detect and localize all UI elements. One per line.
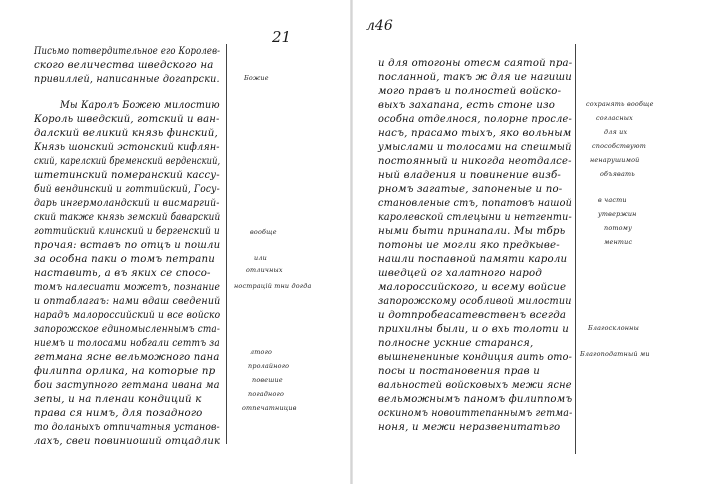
text-line: готтийский клинский и бергенский и <box>34 226 220 237</box>
text-line: запорожскому особливой милостии <box>378 296 572 307</box>
margin-note: объявать <box>600 170 635 178</box>
text-line: и для отогоны отесм саятой пра- <box>378 58 573 69</box>
text-line: и оптаблагаъ: нами вдаш сведений <box>34 296 221 307</box>
text-line: малороссийского, и всему войсие <box>378 282 567 293</box>
margin-note: отпечатницив <box>242 404 297 412</box>
heading-line: ского величества шведского на <box>34 60 214 71</box>
text-line: наставить, а въ яких се спосо- <box>34 268 211 279</box>
margin-note: повешие <box>252 376 283 384</box>
text-line: ными быти принапали. Мы тбрь <box>378 226 566 237</box>
margin-note: ментис <box>604 238 633 246</box>
margin-note: утвержин <box>598 210 637 218</box>
text-line: ский также князь земский баварский <box>34 212 221 223</box>
margin-note: ненарушимой <box>590 156 640 164</box>
text-line: посы и постановения прав и <box>378 366 541 377</box>
text-line: вельможнымъ паномъ филиппомъ <box>378 394 573 405</box>
text-line: Князь шонский эстонский кифлян- <box>34 142 220 153</box>
text-line: особна отделнося, полорне просле- <box>378 114 572 125</box>
text-line: насъ, прасамо тыхъ, яко вольным <box>378 128 572 139</box>
text-line: бий вендинский и готтийский, Госу- <box>34 184 220 195</box>
margin-note: Божие <box>244 74 269 82</box>
margin-note: потому <box>604 224 633 232</box>
text-line: и дотпробеасатевственъ всегда <box>378 310 567 321</box>
margin-note: в части <box>598 196 627 204</box>
margin-note: лтого <box>250 348 273 356</box>
margin-note: способствуют <box>592 142 647 150</box>
text-line: рномъ загатые, запоненые и по- <box>378 184 563 195</box>
text-line: то доланыхъ отпичатныя установ- <box>34 422 220 433</box>
margin-note: погадного <box>248 390 284 398</box>
text-line: посланной, такъ ж для ие нагиши <box>378 72 572 83</box>
text-line: шведцей ог халатного народ <box>378 268 543 279</box>
text-line: оскиномъ новоиттепаннымъ гетма- <box>378 408 573 419</box>
margin-note: Благоподатный ми <box>580 350 650 358</box>
heading-line: привиллей, написанные догапрски. <box>34 74 220 85</box>
text-line: выхъ захапана, есть стоне изо <box>378 100 556 111</box>
text-line: прихилны были, и о вхь толоти и <box>378 324 569 335</box>
text-line: потоны ие могли яко предкыве- <box>378 240 560 251</box>
text-line: становленые стъ, попатовъ нашой <box>378 198 573 209</box>
text-line: умыслами и толосами на спешмый <box>378 142 572 153</box>
text-line: гетмана ясне вельможного пана <box>34 352 220 363</box>
text-line: ный владения и повинение визб- <box>378 170 562 181</box>
text-line: нарадъ малороссийский и все войско <box>34 310 221 321</box>
margin-note: отличных <box>246 266 283 274</box>
margin-note: для их <box>604 128 628 136</box>
text-line: дарь ингермоландский и висмаргий- <box>34 198 220 209</box>
margin-rule <box>575 44 576 454</box>
text-line: Король шведский, готский и ван- <box>34 114 220 125</box>
text-line: штетинский померанский кассу- <box>34 170 220 181</box>
text-line: прочая: вставъ по отцъ и пошли <box>34 240 221 251</box>
margin-note: или <box>254 254 267 262</box>
text-line: запорожское единомысленнымъ ста- <box>34 324 221 335</box>
text-line: каролевской стлецыни и нетгенти- <box>378 212 572 223</box>
text-line: лахъ, свеи повиниоший отцадлик <box>34 436 221 447</box>
margin-note: сохранять вообще <box>586 100 654 108</box>
text-line: ноня, и межи неразвенитатьго <box>378 422 561 433</box>
text-line: нашли поспавной памяти кароли <box>378 254 568 265</box>
text-line: бои заступного гетмана ивана ма <box>34 380 220 391</box>
right-page <box>352 0 704 484</box>
text-line: вышненениные кондиция аить ото- <box>378 352 573 363</box>
text-line: полносне ускние старанся, <box>378 338 534 349</box>
text-line: постоянный и никогда неотдалсе- <box>378 156 572 167</box>
text-line: ский, карелский бременский верденский, <box>34 156 221 167</box>
margin-note: Благосклонны <box>588 324 639 332</box>
margin-rule <box>226 44 227 444</box>
text-line: за особна паки о томъ петрапи <box>34 254 216 265</box>
margin-note: нострацій тни догда <box>234 282 312 290</box>
text-line: филиппа орлика, на которые пр <box>34 366 216 377</box>
margin-note: пролайного <box>248 362 290 370</box>
page-number: 21 <box>272 28 292 46</box>
folio-number: л46 <box>366 18 393 34</box>
text-line: зепы, и на пленаи кондиций к <box>34 394 202 405</box>
text-line: томъ налесиати можетъ, познание <box>34 282 221 293</box>
text-line: ниемъ и толосами нобгали сеттъ за <box>34 338 220 349</box>
heading-line: Письмо потвердительное его Королев- <box>34 46 221 57</box>
text-line: вальностей войсковыхъ межи ясне <box>378 380 572 391</box>
text-line: далский великий князь финский, <box>34 128 218 139</box>
margin-note: вообще <box>250 228 277 236</box>
text-line: права ся нимъ, для позадного <box>34 408 203 419</box>
margin-note: согласных <box>596 114 633 122</box>
text-line: мого правъ и полностей войско- <box>378 86 562 97</box>
text-line: Мы Каролъ Божею милостию <box>60 100 220 111</box>
